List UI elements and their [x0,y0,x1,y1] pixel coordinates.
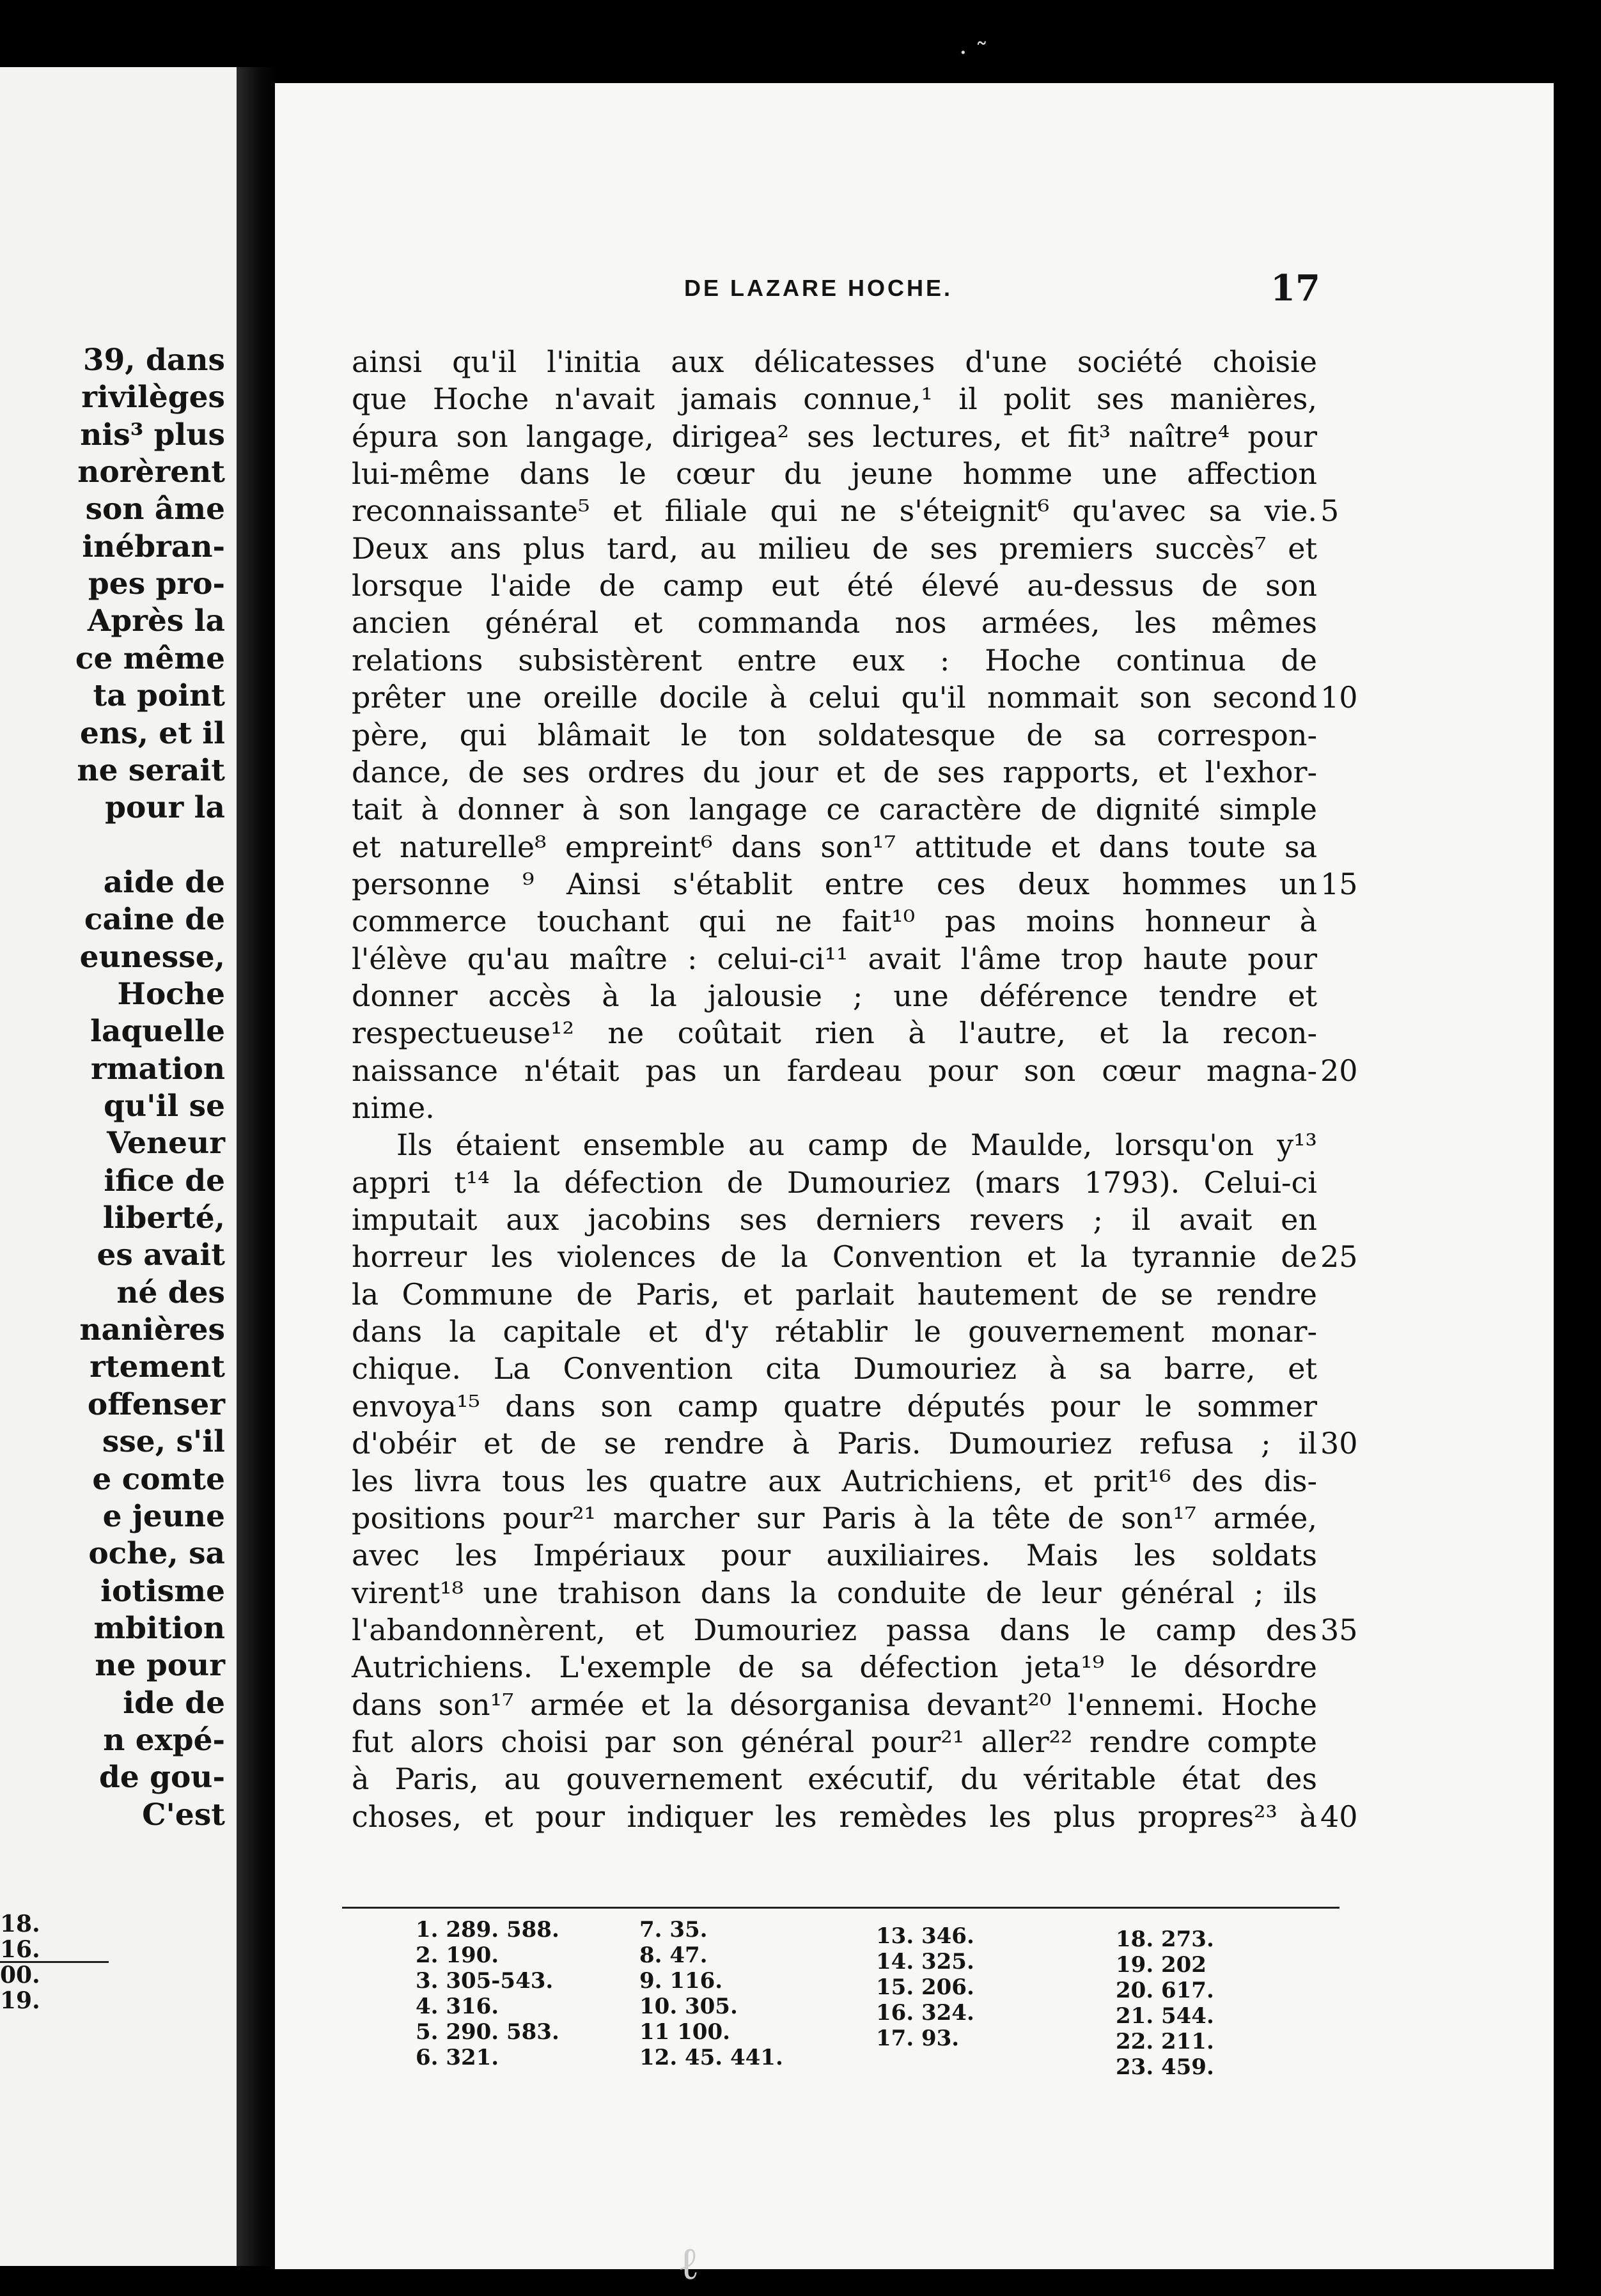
line-number: 30 [1320,1426,1358,1461]
left-page-fragment [0,67,237,2266]
left-page-line: aide de [103,864,225,900]
body-line: épura son langage, dirigea² ses lectures, et fit³ naître⁴ pour [352,419,1317,454]
footnote-entry: 1. 289. 588. [416,1917,559,1943]
body-line: et naturelle⁸ empreint⁶ dans son¹⁷ attitude et dans toute sa [352,829,1317,864]
book-gutter [237,67,275,2266]
body-line: l'élève qu'au maître : celui-ci¹¹ avait l'âme trop haute pour [352,941,1317,976]
body-line: nime. [352,1090,435,1125]
left-page-line: qu'il se [104,1089,225,1124]
body-line: dance, de ses ordres du jour et de ses rapports, et l'exhor- [352,754,1317,789]
left-page-line: e comte [92,1461,225,1497]
body-line: imputait aux jacobins ses derniers revers ; il avait en [352,1202,1317,1237]
running-head: DE LAZARE HOCHE. [684,275,953,301]
left-page-line: rmation [90,1051,225,1087]
scan-artifact-mark: ℓ [678,2237,699,2290]
footnote-entry: 19. 202 [1116,1952,1207,1978]
body-line: avec les Impériaux pour auxiliaires. Mais les soldats [352,1538,1317,1573]
body-line: relations subsistèrent entre eux : Hoche continua de [352,642,1317,678]
body-line: respectueuse¹² ne coûtait rien à l'autre, et la recon- [352,1016,1317,1051]
body-line: la Commune de Paris, et parlait hautement de se rendre [352,1276,1317,1312]
footnote-entry: 13. 346. [876,1923,974,1949]
left-page-line: laquelle [90,1014,225,1050]
body-line: positions pour²¹ marcher sur Paris à la tête de son¹⁷ armée, [352,1500,1317,1535]
body-line: choses, et pour indiquer les remèdes les plus propres²³ à [352,1799,1317,1834]
left-page-line: norèrent [77,454,225,490]
body-line: commerce touchant qui ne fait¹⁰ pas moins honneur à [352,904,1317,939]
body-line: Ils étaient ensemble au camp de Maulde, lorsqu'on y¹³ [396,1128,1317,1163]
left-page-line: mbition [93,1610,225,1646]
page-number: 17 [1270,267,1320,309]
footnote-entry: 16. 324. [876,2000,974,2026]
left-page-line: pes pro- [88,566,225,602]
body-line: naissance n'était pas un fardeau pour son cœur magna- [352,1053,1317,1088]
body-line: fut alors choisi par son général pour²¹ aller²² rendre compte [352,1724,1317,1759]
footnote-entry: 8. 47. [639,1943,708,1968]
footnote-entry: 23. 459. [1116,2054,1214,2080]
left-page-line: sse, s'il [102,1424,225,1460]
footnote-entry: 20. 617. [1116,1978,1214,2003]
body-line: lui-même dans le cœur du jeune homme une affection [352,456,1317,492]
left-page-line: liberté, [102,1200,225,1236]
body-line: reconnaissante⁵ et filiale qui ne s'éteignit⁶ qu'avec sa vie. [352,493,1317,529]
scan-artifact-mark: · ˜ [959,38,988,68]
left-page-line: ne pour [95,1648,225,1684]
left-page-line: ifice de [104,1163,225,1198]
body-line: personne ⁹ Ainsi s'établit entre ces deux hommes un [352,866,1317,901]
left-page-line: ne serait [77,752,225,788]
body-line: donner accès à la jalousie ; une déférence tendre et [352,978,1317,1013]
body-line: Autrichiens. L'exemple de sa défection jeta¹⁹ le désordre [352,1650,1317,1685]
body-line: virent¹⁸ une trahison dans la conduite de leur général ; ils [352,1575,1317,1610]
body-line: appri t¹⁴ la défection de Dumouriez (mars 1793). Celui-ci [352,1165,1317,1200]
footnote-entry: 7. 35. [639,1917,708,1943]
left-footnote: 16. [0,1936,40,1963]
body-line: prêter une oreille docile à celui qu'il nommait son second [352,680,1317,715]
left-footnote: 18. [0,1911,40,1937]
left-page-line: ide de [123,1685,225,1721]
footnote-entry: 2. 190. [416,1943,499,1968]
body-line: père, qui blâmait le ton soldatesque de sa correspon- [352,717,1317,752]
left-page-line: de gou- [98,1760,225,1796]
body-line: dans son¹⁷ armée et la désorganisa devant²⁰ l'ennemi. Hoche [352,1687,1317,1722]
line-number: 25 [1320,1239,1358,1275]
body-line: ancien général et commanda nos armées, les mêmes [352,605,1317,640]
body-line: l'abandonnèrent, et Dumouriez passa dans le camp des [352,1612,1317,1647]
left-page-line: iotisme [100,1573,225,1609]
body-line: dans la capitale et d'y rétablir le gouvernement monar- [352,1314,1317,1349]
left-page-line: es avait [97,1237,225,1273]
body-line: horreur les violences de la Convention et la tyrannie de [352,1239,1317,1275]
left-page-line: rtement [90,1349,225,1385]
body-line: Deux ans plus tard, au milieu de ses premiers succès⁷ et [352,531,1317,566]
left-page-line: oche, sa [88,1536,225,1572]
line-number: 15 [1320,866,1358,901]
body-line: que Hoche n'avait jamais connue,¹ il polit ses manières, [352,382,1317,417]
left-page-line: pour la [105,790,225,826]
left-page-line: caine de [84,902,225,938]
body-line: d'obéir et de se rendre à Paris. Dumouriez refusa ; il [352,1426,1317,1461]
left-footnote: 00. [0,1962,40,1989]
line-number: 35 [1320,1612,1358,1647]
left-page-line: C'est [142,1797,225,1833]
footnote-entry: 14. 325. [876,1949,974,1974]
line-number: 20 [1320,1053,1358,1088]
body-line: tait à donner à son langage ce caractère de dignité simple [352,792,1317,827]
left-page-line: ens, et il [80,715,225,751]
footnote-entry: 21. 544. [1116,2003,1214,2029]
left-page-line: Après la [87,603,225,639]
left-page-line: n expé- [103,1722,225,1758]
left-page-line: inébran- [82,529,225,564]
footnote-entry: 11 100. [639,2019,730,2045]
footnote-rule [342,1907,1339,1909]
footnote-entry: 4. 316. [416,1994,499,2019]
body-line: lorsque l'aide de camp eut été élevé au-dessus de son [352,568,1317,603]
left-page-line: Hoche [117,976,225,1012]
footnote-entry: 17. 93. [876,2026,960,2051]
left-page-line: e jeune [102,1498,225,1534]
line-number: 10 [1320,680,1358,715]
footnote-entry: 18. 273. [1116,1927,1214,1952]
left-page-line: nanières [79,1312,225,1348]
left-page-line: ta point [93,678,225,714]
footnote-entry: 15. 206. [876,1974,974,2000]
line-number: 5 [1320,493,1339,529]
footnote-entry: 6. 321. [416,2045,499,2070]
footnote-entry: 10. 305. [639,1994,738,2019]
left-page-line: eunesse, [79,939,225,975]
footnote-entry: 22. 211. [1116,2029,1214,2054]
footnote-entry: 3. 305-543. [416,1968,554,1994]
left-page-line: 39, dans [82,343,225,378]
footnote-entry: 5. 290. 583. [416,2019,559,2045]
body-line: les livra tous les quatre aux Autrichiens, et prit¹⁶ des dis- [352,1463,1317,1498]
left-footnote: 19. [0,1987,40,2014]
left-page-line: né des [116,1275,225,1310]
footnote-entry: 9. 116. [639,1968,723,1994]
left-page-line: offenser [87,1386,225,1422]
left-page-line: nis³ plus [80,417,225,453]
body-line: à Paris, au gouvernement exécutif, du véritable état des [352,1762,1317,1797]
left-page-line: ce même [75,640,225,676]
line-number: 40 [1320,1799,1358,1834]
footnote-entry: 12. 45. 441. [639,2045,783,2070]
left-page-line: rivilèges [81,380,225,415]
left-page-line: Veneur [106,1126,225,1161]
left-page-line: son âme [85,492,225,527]
body-line: ainsi qu'il l'initia aux délicatesses d'une société choisie [352,345,1317,379]
body-line: chique. La Convention cita Dumouriez à sa barre, et [352,1351,1317,1386]
body-line: envoya¹⁵ dans son camp quatre députés pour le sommer [352,1388,1317,1423]
